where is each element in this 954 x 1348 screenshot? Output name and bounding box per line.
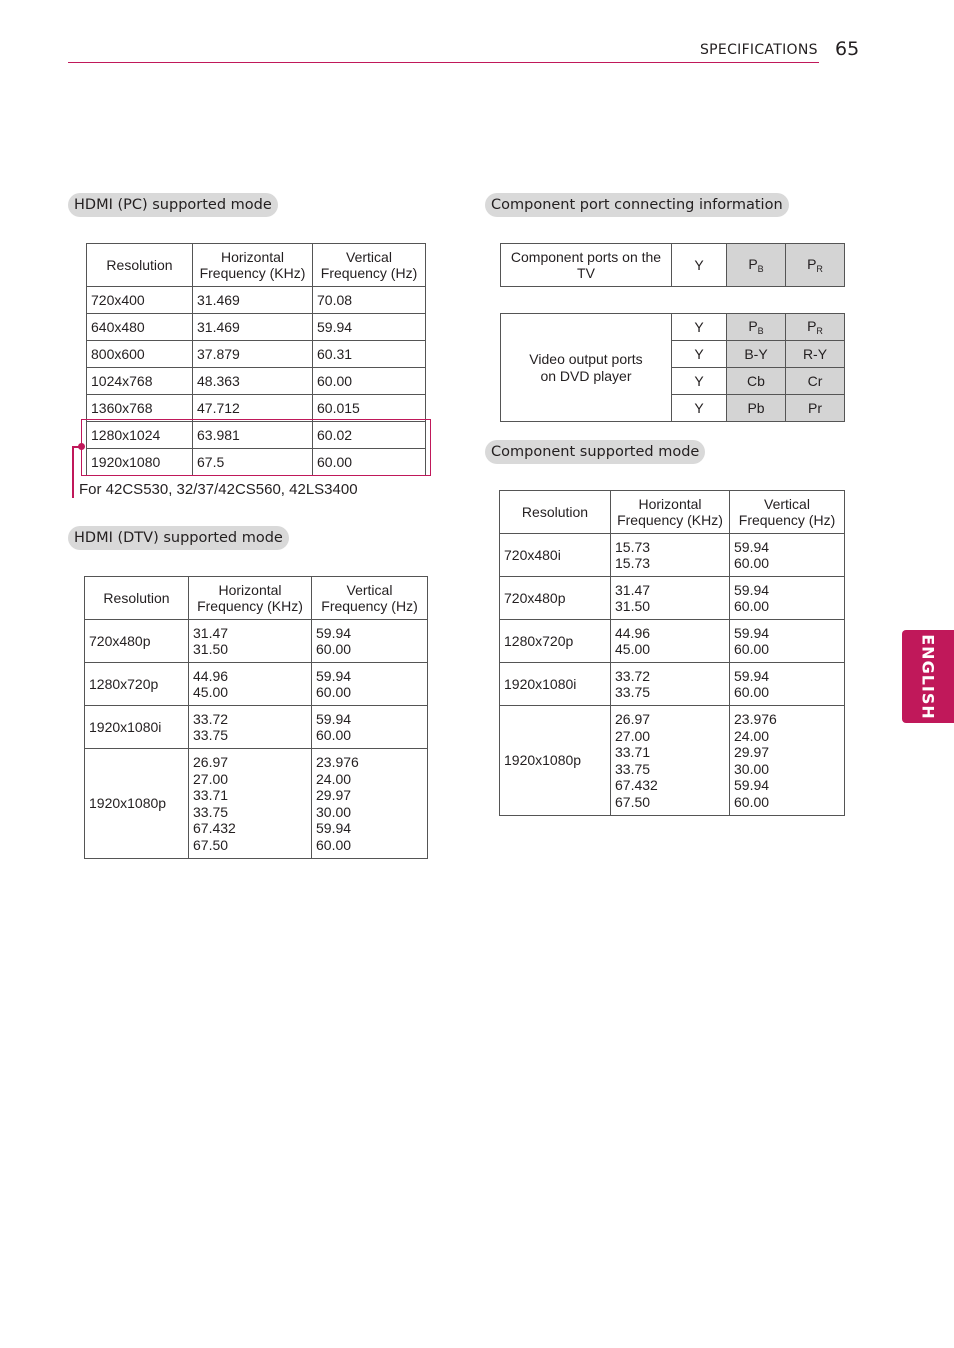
cell-resolution: 1920x1080p <box>85 749 189 859</box>
tv-port-y: Y <box>672 244 727 287</box>
table-row <box>87 287 426 314</box>
dvd-port-r: Pr <box>786 395 845 422</box>
cell-vertical: 59.94 60.00 <box>312 706 428 749</box>
model-note-bracket <box>81 419 431 476</box>
cell-resolution: 720x480p <box>85 620 189 663</box>
table-row <box>500 706 845 816</box>
cell-horizontal: 31.47 31.50 <box>189 620 312 663</box>
table-row <box>87 314 426 341</box>
cell-horizontal: 47.712 <box>193 395 313 422</box>
table-header-row <box>87 244 426 287</box>
table-row <box>500 620 845 663</box>
dvd-port-y: Y <box>672 341 727 368</box>
cell-resolution: 1024x768 <box>87 368 193 395</box>
header-horizontal-frequency: Horizontal Frequency (KHz) <box>193 244 313 287</box>
cell-vertical: 60.00 <box>313 368 426 395</box>
table-row <box>500 534 845 577</box>
dvd-port-r-subscript: R <box>816 325 823 336</box>
cell-resolution: 800x600 <box>87 341 193 368</box>
table-row <box>85 620 428 663</box>
dvd-port-y: Y <box>672 368 727 395</box>
cell-vertical: 23.976 24.00 29.97 30.00 59.94 60.00 <box>312 749 428 859</box>
model-note: For 42CS530, 32/37/42CS560, 42LS3400 <box>79 481 358 498</box>
cell-horizontal: 44.96 45.00 <box>611 620 730 663</box>
dvd-port-r <box>786 314 845 341</box>
cell-horizontal: 15.73 15.73 <box>611 534 730 577</box>
cell-resolution: 1280x720p <box>85 663 189 706</box>
cell-vertical: 59.94 60.00 <box>730 663 845 706</box>
tv-port-pb <box>727 244 786 287</box>
cell-resolution: 1920x1080i <box>500 663 611 706</box>
table-row <box>87 395 426 422</box>
header-resolution: Resolution <box>500 491 611 534</box>
table-row <box>85 663 428 706</box>
cell-vertical: 59.94 60.00 <box>730 577 845 620</box>
hdmi-pc-title: HDMI (PC) supported mode <box>68 193 278 217</box>
dvd-ports-label: Video output ports on DVD player <box>501 314 672 422</box>
language-tab <box>902 630 954 723</box>
cell-vertical: 60.02 <box>313 422 426 449</box>
header-horizontal-frequency: Horizontal Frequency (KHz) <box>611 491 730 534</box>
cell-resolution: 1280x720p <box>500 620 611 663</box>
cell-resolution: 1920x1080 <box>87 449 193 476</box>
header-resolution: Resolution <box>87 244 193 287</box>
hdmi-dtv-table <box>84 576 428 859</box>
table-row <box>87 341 426 368</box>
cell-vertical: 59.94 60.00 <box>730 620 845 663</box>
cell-horizontal: 67.5 <box>193 449 313 476</box>
header-vertical-frequency: Vertical Frequency (Hz) <box>313 244 426 287</box>
dvd-port-r: Cr <box>786 368 845 395</box>
running-header-section: SPECIFICATIONS <box>700 42 818 58</box>
tv-port-pb-letter: P <box>748 255 758 272</box>
hdmi-dtv-title: HDMI (DTV) supported mode <box>68 526 289 550</box>
dvd-port-r: R-Y <box>786 341 845 368</box>
tv-ports-label: Component ports on the TV <box>501 244 672 287</box>
cell-resolution: 640x480 <box>87 314 193 341</box>
dvd-port-b: Cb <box>727 368 786 395</box>
cell-vertical: 59.94 60.00 <box>730 534 845 577</box>
cell-horizontal: 31.47 31.50 <box>611 577 730 620</box>
cell-resolution: 1920x1080i <box>85 706 189 749</box>
cell-horizontal: 31.469 <box>193 314 313 341</box>
table-row <box>500 663 845 706</box>
component-info-title: Component port connecting information <box>485 193 789 217</box>
table-row <box>85 749 428 859</box>
table-header-row <box>500 491 845 534</box>
dvd-port-y: Y <box>672 395 727 422</box>
dvd-port-b-letter: P <box>748 317 758 334</box>
component-mode-table <box>499 490 845 816</box>
page-number: 65 <box>835 38 860 60</box>
tv-port-pr <box>786 244 845 287</box>
model-note-connector-vertical <box>72 446 74 498</box>
cell-vertical: 59.94 <box>313 314 426 341</box>
table-row <box>85 706 428 749</box>
cell-horizontal: 33.72 33.75 <box>611 663 730 706</box>
cell-resolution: 720x480p <box>500 577 611 620</box>
table-header-row <box>85 577 428 620</box>
dvd-port-b: B-Y <box>727 341 786 368</box>
cell-vertical: 60.015 <box>313 395 426 422</box>
dvd-port-b-subscript: B <box>757 325 764 336</box>
table-row <box>501 314 845 341</box>
tv-port-pr-letter: P <box>807 255 817 272</box>
tv-port-pb-subscript: B <box>757 263 764 274</box>
tv-port-pr-subscript: R <box>816 263 823 274</box>
cell-resolution: 1360x768 <box>87 395 193 422</box>
cell-horizontal: 37.879 <box>193 341 313 368</box>
header-vertical-frequency: Vertical Frequency (Hz) <box>730 491 845 534</box>
cell-horizontal: 48.363 <box>193 368 313 395</box>
cell-resolution: 1920x1080p <box>500 706 611 816</box>
dvd-port-y: Y <box>672 314 727 341</box>
model-note-dot <box>78 443 85 450</box>
cell-horizontal: 26.97 27.00 33.71 33.75 67.432 67.50 <box>611 706 730 816</box>
cell-horizontal: 63.981 <box>193 422 313 449</box>
header-horizontal-frequency: Horizontal Frequency (KHz) <box>189 577 312 620</box>
header-rule <box>68 62 819 63</box>
cell-vertical: 23.976 24.00 29.97 30.00 59.94 60.00 <box>730 706 845 816</box>
component-tv-ports-table <box>500 243 845 287</box>
cell-vertical: 60.00 <box>313 449 426 476</box>
component-mode-title: Component supported mode <box>485 440 705 464</box>
cell-resolution: 1280x1024 <box>87 422 193 449</box>
table-row <box>500 577 845 620</box>
cell-resolution: 720x480i <box>500 534 611 577</box>
cell-resolution: 720x400 <box>87 287 193 314</box>
cell-horizontal: 31.469 <box>193 287 313 314</box>
component-dvd-ports-table <box>500 313 845 422</box>
cell-horizontal: 44.96 45.00 <box>189 663 312 706</box>
cell-vertical: 59.94 60.00 <box>312 620 428 663</box>
cell-vertical: 70.08 <box>313 287 426 314</box>
language-tab-label: ENGLISH <box>918 633 938 720</box>
header-resolution: Resolution <box>85 577 189 620</box>
cell-vertical: 59.94 60.00 <box>312 663 428 706</box>
cell-horizontal: 33.72 33.75 <box>189 706 312 749</box>
cell-horizontal: 26.97 27.00 33.71 33.75 67.432 67.50 <box>189 749 312 859</box>
table-row <box>501 244 845 287</box>
dvd-port-r-letter: P <box>807 317 817 334</box>
table-row <box>87 368 426 395</box>
dvd-port-b: Pb <box>727 395 786 422</box>
cell-vertical: 60.31 <box>313 341 426 368</box>
dvd-port-b <box>727 314 786 341</box>
header-vertical-frequency: Vertical Frequency (Hz) <box>312 577 428 620</box>
